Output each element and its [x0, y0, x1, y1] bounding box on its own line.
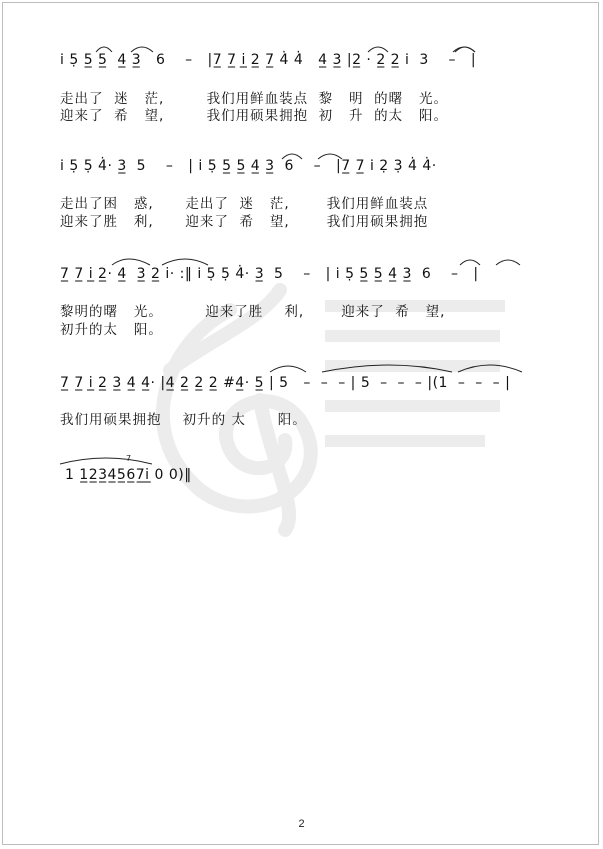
slur-marks-5	[56, 452, 196, 468]
notation-line-3: 7̲ 7̲ i̲ 2̲· 4̲ 3̲ 2̲ i· :‖ i̇ 5̣ 5̣ 4̇· 3̲ 5 – | i̇ 5̣ 5̲ 5̲ 4̲ 3̲ 6 – |	[60, 266, 479, 282]
grace-mark: 7	[126, 454, 132, 463]
lyric-line-1a: 走出了 迷 茫, 我们用鲜血装点 黎 明 的曙 光。	[60, 91, 448, 107]
lyric-line-3a: 黎明的曙 光。 迎来了胜 利, 迎来了 希 望,	[60, 304, 446, 320]
slur-marks-4	[60, 360, 560, 376]
notation-line-5: 1 1̲2̲3̲4̲5̲6̲7̲i̲ 0 0)‖	[60, 467, 192, 483]
lyric-line-2b: 迎来了胜 利, 迎来了 希 望, 我们用硕果拥抱	[60, 214, 429, 230]
notation-line-4: 7̲ 7̲ i̲ 2̲ 3̲ 4̲ 4̲· |4̲ 2̲ 2̲ 2̲ #4̲· 5̲ | 5 – – – | 5 – – – |(1 – – – |	[60, 375, 511, 391]
lyric-line-2a: 走出了困 惑, 走出了 迷 茫, 我们用鲜血装点	[60, 196, 429, 212]
page-number: 2	[298, 818, 305, 830]
notation-line-2: i̇ 5̣ 5̣ 4̇· 3̲ 5 – | i̇ 5̣ 5̲ 5̲ 4̲ 3̲ 6 – |7̲ 7̲ i̇ 2̣ 3̣ 4̇ 4̇·	[60, 158, 437, 174]
lyric-line-4a: 我们用硕果拥抱 初升的 太 阳。	[60, 412, 307, 428]
lyric-line-3b: 初升的太 阳。	[60, 322, 163, 338]
notation-line-1: i̇ 5̣ 5̲ 5̲ 4̲ 3̲ 6 – |7̲ 7̲ i̲ 2̲ 7̲ 4̇ 4̇ 4̲ 3̲ |2̲ · 2̲ 2̲ i̇ 3 – |	[60, 52, 477, 68]
lyric-line-1b: 迎来了 希 望, 我们用硕果拥抱 初 升 的太 阳。	[60, 108, 448, 124]
